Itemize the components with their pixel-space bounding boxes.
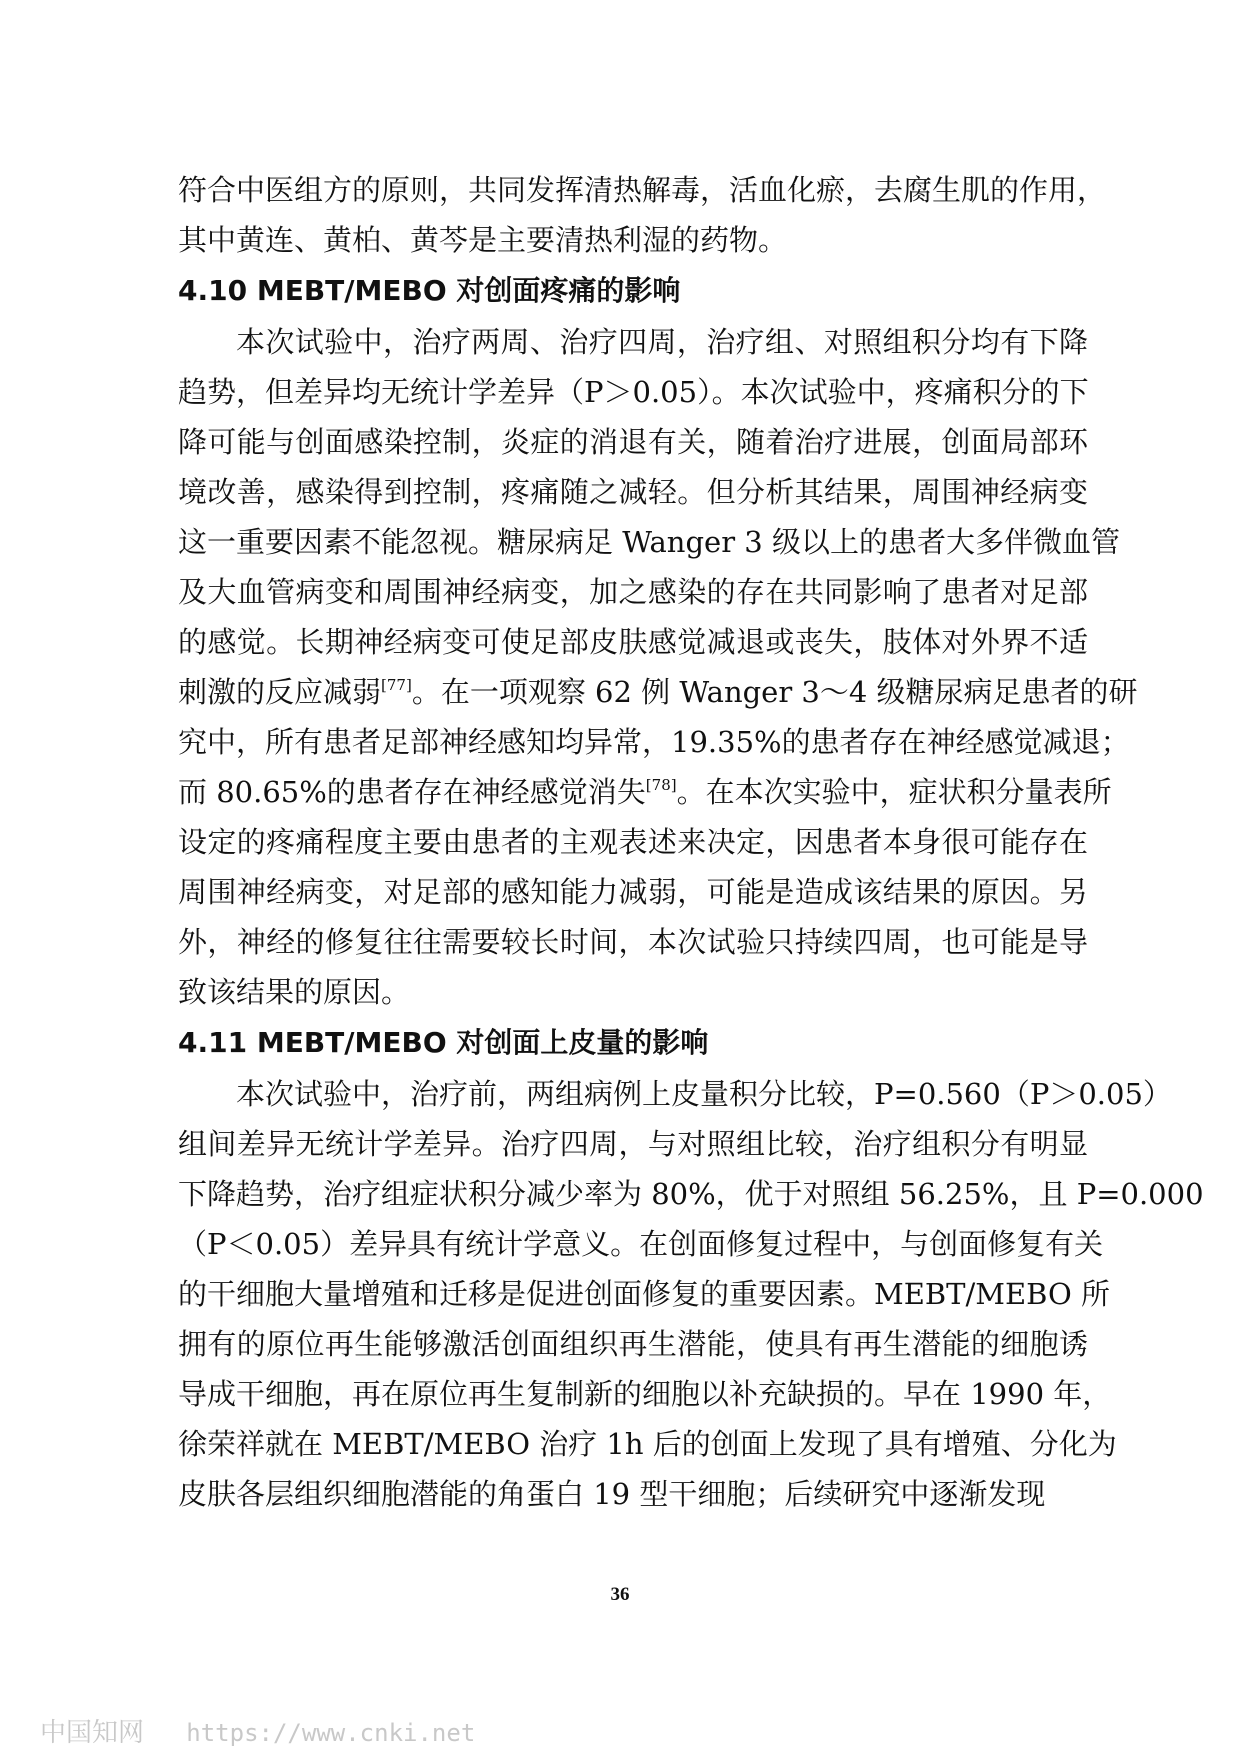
paragraph-line: 符合中医组方的原则，共同发挥清热解毒，活血化瘀，去腐生肌的作用， (178, 173, 1107, 207)
line-text: 而 80.65%的患者存在神经感觉消失 (178, 775, 646, 809)
paragraph-line: 导成干细胞，再在原位再生复制新的细胞以补充缺损的。早在 1990 年， (178, 1377, 1112, 1411)
line-text: 。在一项观察 62 例 Wanger 3～4 级糖尿病足患者的研 (411, 675, 1138, 709)
line-text: 。在本次实验中，症状积分量表所 (676, 775, 1112, 809)
paragraph-line (178, 767, 1112, 817)
paragraph-line: 下降趋势，治疗组症状积分减少率为 80%，优于对照组 56.25%，且 P=0.000 (178, 1177, 1204, 1211)
paragraph-line: 本次试验中，治疗两周、治疗四周，治疗组、对照组积分均有下降 (236, 325, 1088, 359)
page-number: 36 (610, 1584, 630, 1605)
paragraph-line: 设定的疼痛程度主要由患者的主观表述来决定，因患者本身很可能存在 (178, 825, 1088, 859)
paragraph-line: 外，神经的修复往往需要较长时间，本次试验只持续四周，也可能是导 (178, 925, 1088, 959)
section-heading-4-11: 4.11 MEBT/MEBO 对创面上皮量的影响 (178, 1026, 709, 1059)
paragraph-line: 徐荣祥就在 MEBT/MEBO 治疗 1h 后的创面上发现了具有增殖、分化为 (178, 1427, 1117, 1461)
paragraph-line: 其中黄连、黄柏、黄芩是主要清热利湿的药物。 (178, 223, 788, 257)
paragraph-line (178, 667, 1138, 717)
document-body (178, 165, 1204, 1519)
paragraph-line: 境改善，感染得到控制，疼痛随之减轻。但分析其结果，周围神经病变 (178, 475, 1088, 509)
line-text: 刺激的反应减弱 (178, 675, 382, 709)
watermark-footer (40, 1712, 475, 1749)
paragraph-line: 周围神经病变，对足部的感知能力减弱，可能是造成该结果的原因。另 (178, 875, 1088, 909)
paragraph-line: 致该结果的原因。 (178, 975, 411, 1009)
paragraph-line: 组间差异无统计学差异。治疗四周，与对照组比较，治疗组积分有明显 (178, 1127, 1088, 1161)
paragraph-line: 及大血管病变和周围神经病变，加之感染的存在共同影响了患者对足部 (178, 575, 1088, 609)
paragraph-line: 降可能与创面感染控制，炎症的消退有关，随着治疗进展，创面局部环 (178, 425, 1088, 459)
citation-ref-78: [78] (645, 776, 677, 794)
paragraph-line: （P＜0.05）差异具有统计学意义。在创面修复过程中，与创面修复有关 (178, 1227, 1104, 1261)
paragraph-line: 的感觉。长期神经病变可使足部皮肤感觉减退或丧失，肢体对外界不适 (178, 625, 1088, 659)
paragraph-line: 这一重要因素不能忽视。糖尿病足 Wanger 3 级以上的患者大多伴微血管 (178, 525, 1120, 559)
section-heading-4-10: 4.10 MEBT/MEBO 对创面疼痛的影响 (178, 274, 681, 307)
citation-ref-77: [77] (381, 676, 412, 694)
paragraph-line: 趋势，但差异均无统计学差异（P＞0.05）。本次试验中，疼痛积分的下 (178, 375, 1089, 409)
paragraph-line: 的干细胞大量增殖和迁移是促进创面修复的重要因素。MEBT/MEBO 所 (178, 1277, 1110, 1311)
paragraph-line: 究中，所有患者足部神经感知均异常，19.35%的患者存在神经感觉减退； (178, 725, 1130, 759)
cnki-url: https://www.cnki.net (186, 1719, 476, 1747)
paragraph-line: 拥有的原位再生能够激活创面组织再生潜能，使具有再生潜能的细胞诱 (178, 1327, 1088, 1361)
paragraph-line: 皮肤各层组织细胞潜能的角蛋白 19 型干细胞；后续研究中逐渐发现 (178, 1477, 1046, 1511)
cnki-brand: 中国知网 (40, 1718, 145, 1748)
paragraph-line: 本次试验中，治疗前，两组病例上皮量积分比较，P=0.560（P＞0.05） (236, 1077, 1172, 1111)
